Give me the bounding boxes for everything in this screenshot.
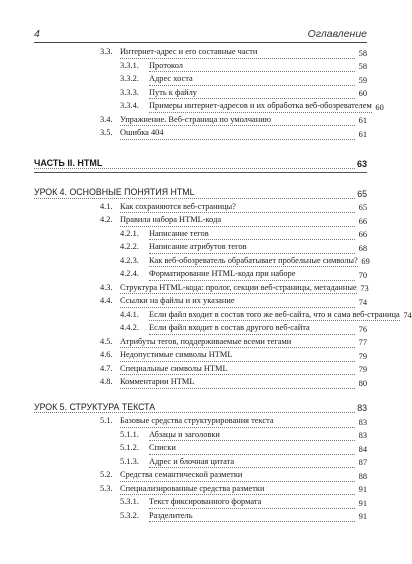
toc-entry-number: 3.3.1. <box>120 60 139 70</box>
toc-entry-page: 74 <box>403 311 412 320</box>
toc-entry-number: 4.2.4. <box>120 269 139 278</box>
toc-entry-page: 83 <box>358 431 367 440</box>
toc-entry-page: 83 <box>358 417 367 427</box>
toc-entry-number: 5.1.3. <box>120 456 139 466</box>
toc-entry-page: 79 <box>358 351 367 361</box>
toc-entry-number: 4.4.2. <box>120 323 139 332</box>
toc-entry-number: 3.3. <box>100 47 113 56</box>
toc-entry <box>34 430 367 444</box>
toc-entry-title: Ссылки на файлы и их указание <box>120 296 355 308</box>
toc-entry-page: 87 <box>358 458 367 467</box>
toc-entry <box>34 202 367 216</box>
toc-entry-number: 5.3.1. <box>120 497 139 506</box>
toc-entry-number: 4.4. <box>100 296 113 305</box>
toc-entry-page: 83 <box>357 403 367 413</box>
toc-entry <box>34 337 367 351</box>
toc-entry-title: Написание тегов <box>149 229 355 241</box>
toc-entry-page: 76 <box>358 324 367 334</box>
toc-entry-number: 5.1. <box>100 416 113 425</box>
toc-entry <box>34 377 367 391</box>
toc-entry <box>34 74 367 88</box>
toc-entry-number: 3.3.2. <box>120 74 139 83</box>
toc-entry-title: Разделитель <box>149 511 355 523</box>
toc-entry-title: Специализированные средства разметки <box>120 484 355 496</box>
toc-entry-page: 61 <box>358 129 367 139</box>
toc-entry-title: Правила набора HTML-кода <box>120 215 355 227</box>
toc-entry-title: Специальные символы HTML <box>120 364 355 376</box>
toc-entry-title: Примеры интернет-адресов и их обработка веб-обозревателем <box>149 101 372 113</box>
toc-entry-number: 4.2.2. <box>120 242 139 251</box>
toc-entry-page: 91 <box>358 498 367 508</box>
toc-entry-title: Базовые средства структурирования текста <box>120 416 355 428</box>
toc-entry-number: 5.3. <box>100 483 113 493</box>
toc-entry-number: 4.5. <box>100 336 113 346</box>
toc-entry-title: Написание атрибутов тегов <box>149 242 355 254</box>
toc-entry-number: 3.5. <box>100 128 113 137</box>
toc-entry <box>34 269 367 283</box>
toc-entry-title: Если файл входит в состав другого веб-сайта <box>149 323 355 335</box>
toc-entry <box>34 484 367 498</box>
toc-entry-page: 79 <box>358 365 367 374</box>
toc-entry <box>34 255 370 270</box>
toc-entry-number: 4.2.1. <box>120 228 139 238</box>
toc-entry <box>34 158 367 173</box>
toc-entry <box>34 402 367 417</box>
toc-entry <box>34 323 367 337</box>
toc-entry-title: Атрибуты тегов, поддерживаемые всеми тегами <box>120 337 355 349</box>
toc-entry <box>34 296 367 310</box>
toc-entry-title: Протокол <box>149 61 355 73</box>
toc-entry-number: 5.3.2. <box>120 510 139 520</box>
toc-entry-title: Интернет-адрес и его составные части <box>120 47 355 59</box>
toc-entry-title: Недопустимые символы HTML <box>120 350 355 362</box>
toc-entry <box>34 511 367 525</box>
toc-entry-page: 80 <box>358 378 367 388</box>
toc-entry <box>34 187 367 202</box>
toc-entry <box>34 229 367 243</box>
toc-entry-number: 3.3.3. <box>120 87 139 97</box>
toc-entry-page: 73 <box>360 284 369 293</box>
section-title: Оглавление <box>307 28 367 40</box>
toc-entry-title: Списки <box>149 443 355 455</box>
toc-entry-number: 4.2.3. <box>120 255 139 265</box>
table-of-contents <box>34 47 412 524</box>
toc-entry-title: Ошибка 404 <box>120 128 355 140</box>
toc-entry-page: 88 <box>358 471 367 481</box>
toc-entry <box>34 416 367 430</box>
toc-entry-page: 91 <box>358 485 367 494</box>
toc-entry-page: 77 <box>358 338 367 347</box>
toc-entry <box>34 47 367 61</box>
toc-entry-title: ЧАСТЬ II. HTML <box>34 158 355 170</box>
toc-entry-title: Адрес хоста <box>149 74 355 86</box>
toc-entry <box>34 128 367 142</box>
toc-entry-title: УРОК 5. СТРУКТУРА ТЕКСТА <box>34 402 355 414</box>
toc-entry-number: 4.3. <box>100 282 113 292</box>
toc-entry-title: Текст фиксированного формата <box>149 497 355 509</box>
toc-entry <box>34 283 367 297</box>
toc-entry-page: 68 <box>358 243 367 253</box>
toc-entry <box>34 115 367 129</box>
toc-entry <box>34 443 367 457</box>
toc-entry <box>34 61 367 75</box>
toc-entry-number: 5.1.2. <box>120 443 139 452</box>
toc-entry-number: 5.1.1. <box>120 429 139 439</box>
toc-entry-page: 63 <box>356 159 367 169</box>
toc-entry-page: 66 <box>358 230 367 239</box>
toc-entry-title: Абзацы и заголовки <box>149 430 355 442</box>
toc-entry-page: 91 <box>358 512 367 521</box>
toc-entry-page: 58 <box>358 62 367 71</box>
toc-entry <box>34 364 367 378</box>
toc-entry-page: 60 <box>358 89 367 98</box>
toc-entry-title: Комментарии HTML <box>120 377 355 389</box>
toc-entry-number: 4.8. <box>100 377 113 386</box>
toc-entry-page: 70 <box>358 270 367 280</box>
toc-entry-title: УРОК 4. ОСНОВНЫЕ ПОНЯТИЯ HTML <box>34 187 355 199</box>
toc-entry <box>34 88 367 102</box>
toc-entry-page: 61 <box>358 116 367 125</box>
toc-entry-title: Если файл входит в состав того же веб-сайта, что и сама веб-страница <box>149 310 400 322</box>
toc-entry <box>34 470 367 484</box>
toc-entry-title: Адрес и блочная цитата <box>149 457 355 469</box>
toc-entry-number: 4.1. <box>100 201 113 211</box>
toc-entry-title: Как сохраняются веб-страницы? <box>120 202 355 214</box>
toc-entry-page: 65 <box>358 203 367 212</box>
toc-entry-number: 5.2. <box>100 470 113 479</box>
toc-entry <box>34 215 367 229</box>
toc-entry-page: 69 <box>361 257 370 266</box>
toc-entry-page: 74 <box>358 297 367 307</box>
toc-entry-number: 3.3.4. <box>120 101 139 110</box>
toc-entry-page: 59 <box>358 75 367 85</box>
toc-entry-page: 84 <box>358 444 367 454</box>
toc-entry-number: 4.2. <box>100 215 113 224</box>
toc-entry <box>34 350 367 364</box>
part-divider <box>34 172 367 173</box>
toc-entry-title: Путь к файлу <box>149 88 355 100</box>
running-header <box>34 28 367 43</box>
page-number: 4 <box>34 28 40 40</box>
toc-entry-number: 4.6. <box>100 350 113 359</box>
toc-entry-number: 4.7. <box>100 363 113 373</box>
toc-entry <box>34 457 367 471</box>
toc-entry-page: 58 <box>358 48 367 58</box>
toc-entry <box>34 309 412 324</box>
toc-entry-title: Форматирование HTML-кода при наборе <box>149 269 355 281</box>
toc-entry-title: Средства семантической разметки <box>120 470 355 482</box>
toc-entry-page: 66 <box>358 216 367 226</box>
toc-entry-title: Упражнение. Веб-страница по умолчанию <box>120 115 355 127</box>
toc-entry-title: Структура HTML-кода: пролог, секции веб-страницы, метаданные <box>120 283 357 295</box>
toc-entry-number: 4.4.1. <box>120 309 139 319</box>
toc-entry-title: Как веб-обозреватель обрабатывает пробельные символы? <box>149 256 358 268</box>
toc-entry-number: 3.4. <box>100 114 113 124</box>
toc-entry-page: 65 <box>357 188 367 199</box>
toc-entry-page: 60 <box>375 102 384 112</box>
toc-entry <box>34 101 384 115</box>
toc-entry <box>34 242 367 256</box>
toc-entry <box>34 497 367 511</box>
